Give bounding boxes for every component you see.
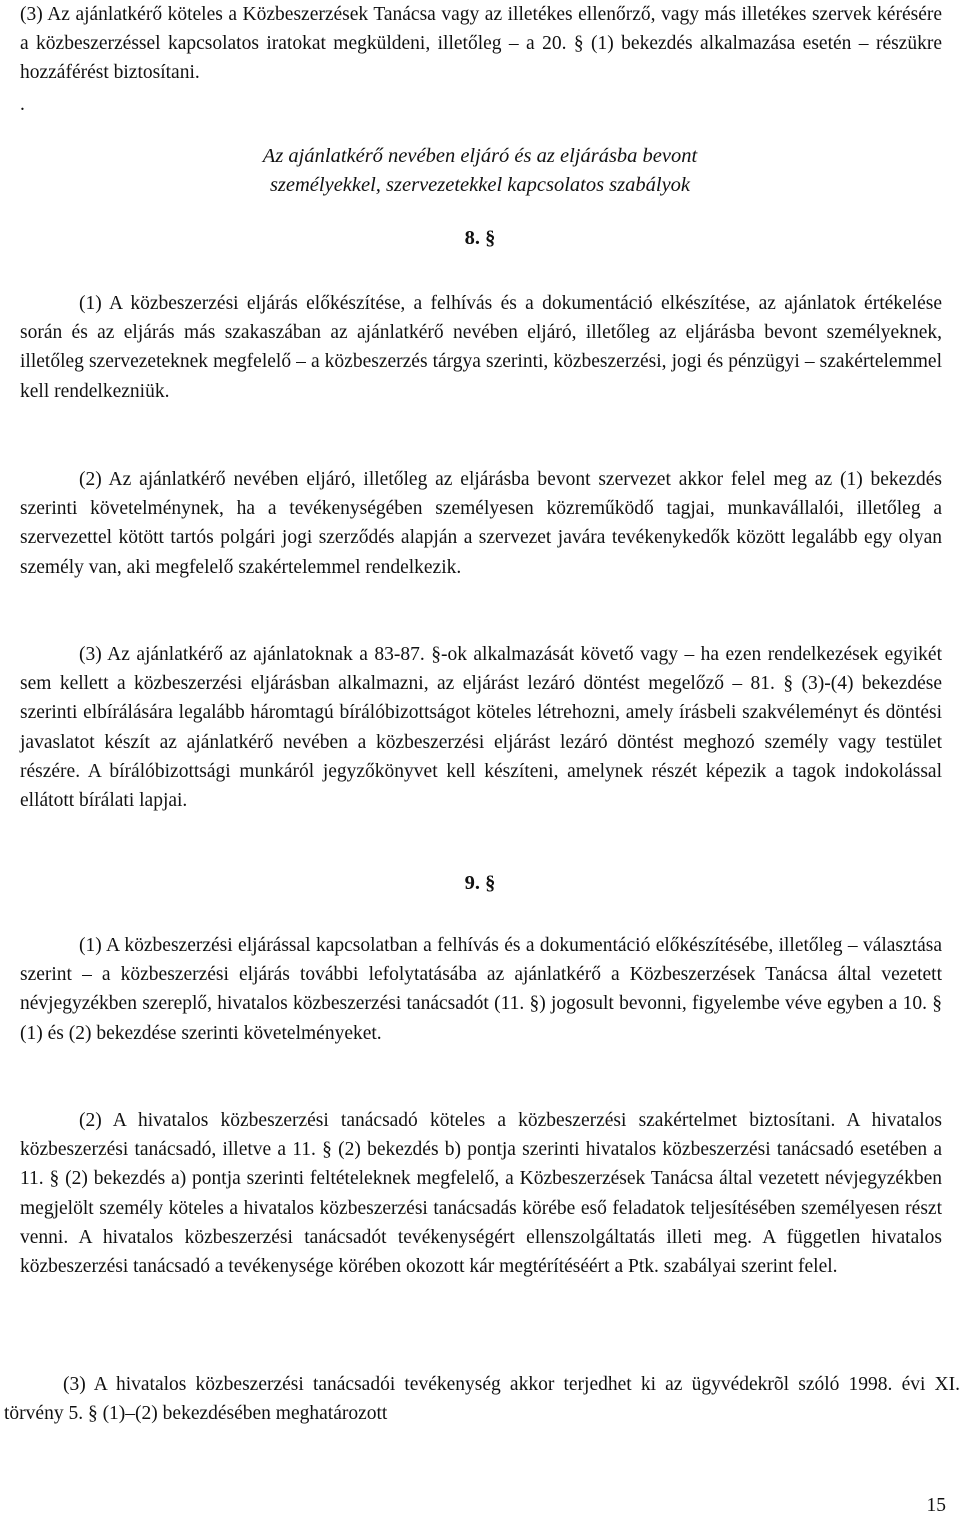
section-8-heading: 8. §	[464, 227, 496, 249]
section-9-paragraph-3: (3) A hivatalos közbeszerzési tanácsadói tevékenység akkor terjedhet ki az ügyvédekrõl szóló 1998. évi XI. törvény 5. § (1)–(2) bekezdésében meghatározott	[4, 1374, 960, 1425]
section-8-paragraph-1: (1) A közbeszerzési eljárás előkészítése, a felhívás és a dokumentáció elkészítése, az ajánlatok értékelése során és az eljárás más szakaszában az ajánlatkérő nevében eljáró, illetőleg az eljárásba bevont személyeknek, illetőleg szervezeteknek megfelelő – a közbeszerzés tárgya szerinti, közbeszerzési, jogi és pénzügyi – szakértelemmel kell rendelkezniük.	[20, 293, 942, 402]
section-9-paragraph-2: (2) A hivatalos közbeszerzési tanácsadó köteles a közbeszerzési szakértelmet biztosítani. A hivatalos közbeszerzési tanácsadó, illetve a 11. § (2) bekezdés b) pontja szerinti hivatalos közbeszerzési tanácsadó esetében a 11. § (2) bekezdés a) pontja szerinti feltételeknek megfelelő, a Közbeszerzések Tanácsa által vezetett névjegyzékben megjelölt személy köteles a hivatalos közbeszerzési tanácsadás körébe eső feladatok teljesítésében személyesen részt venni. A hivatalos közbeszerzési tanácsadót tevékenységért ellenszolgáltatás illeti meg. A független hivatalos közbeszerzési tanácsadó a tevékenysége körében okozott kár megtérítéséért a Ptk. szabályai szerint felel.	[20, 1110, 942, 1278]
page-number: 15	[926, 1495, 946, 1516]
section-8-paragraph-3: (3) Az ajánlatkérő az ajánlatoknak a 83-87. §-ok alkalmazását követő vagy – ha ezen rendelkezések egyikét sem kellett a közbeszerzési eljárásban alkalmazni, az eljárást lezáró döntést megelőző – 81. § (3)-(4) bekezdése szerinti elbírálására legalább háromtagú bírálóbizottságot köteles létrehozni, amely írásbeli szakvéleményt és döntési javaslatot készít az ajánlatkérő nevében a közbeszerzési eljárást lezáró döntést meghozó személy vagy testület részére. A bírálóbizottsági munkáról jegyzőkönyvet kell készíteni, amelynek részét képezik a tagok indokolással ellátott bírálati lapjai.	[20, 644, 942, 812]
subheading-line-2: személyekkel, szervezetekkel kapcsolatos szabályok	[269, 174, 691, 196]
stray-dot: .	[20, 94, 25, 115]
section-9-heading: 9. §	[464, 872, 496, 894]
section-9-paragraph-1: (1) A közbeszerzési eljárással kapcsolatban a felhívás és a dokumentáció előkészítésébe, illetőleg – választása szerint – a közbeszerzési eljárás további lefolytatásába az ajánlatkérő a Közbeszerzések Tanácsa által vezetett névjegyzékben szereplő, hivatalos közbeszerzési tanácsadót (11. §) jogosult bevonni, figyelembe véve egyben a 10. § (1) és (2) bekezdése szerinti követelményeket.	[20, 935, 942, 1044]
section-8-paragraph-2: (2) Az ajánlatkérő nevében eljáró, illetőleg az eljárásba bevont szervezet akkor felel meg az (1) bekezdés szerinti követelménynek, ha a tevékenységében személyesen közreműködő tagjai, munkavállalói, illetőleg a szervezettel kötött tartós polgári jogi szerződés alapján a szervezet javára tevékenykedők között legalább egy olyan személy van, aki megfelelő szakértelemmel rendelkezik.	[20, 469, 942, 578]
paragraph-intro-3: (3) Az ajánlatkérő köteles a Közbeszerzések Tanácsa vagy az illetékes ellenőrző, vagy más illetékes szervek kérésére a közbeszerzéssel kapcsolatos iratokat megküldeni, illetőleg – a 20. § (1) bekezdés alkalmazása esetén – részükre hozzáférést biztosítani.	[20, 4, 942, 84]
subheading-line-1: Az ajánlatkérő nevében eljáró és az eljárásba bevont	[262, 145, 698, 167]
